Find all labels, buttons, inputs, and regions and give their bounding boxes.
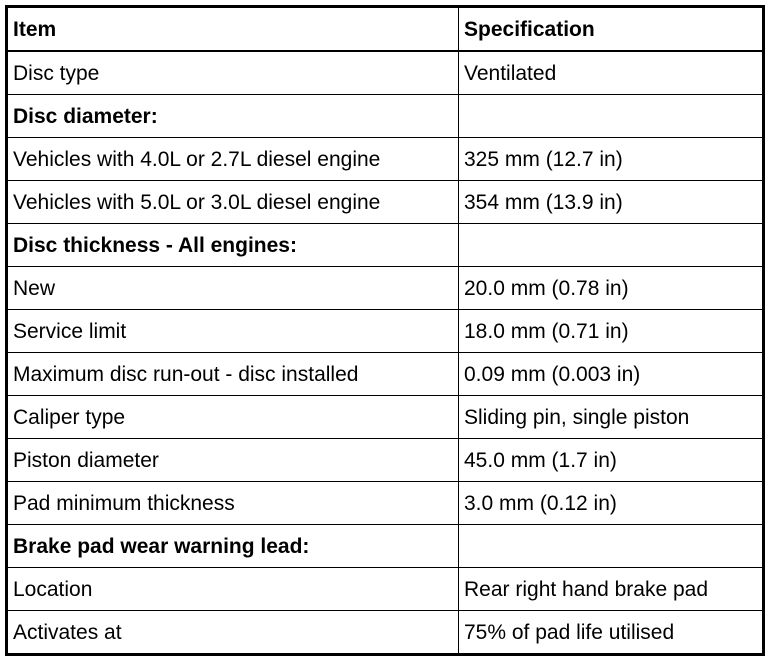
spec-cell: 75% of pad life utilised [459, 611, 764, 655]
table-row [7, 482, 764, 525]
item-cell: Pad minimum thickness [7, 482, 459, 525]
item-cell: Service limit [7, 310, 459, 353]
item-cell: Maximum disc run-out - disc installed [7, 353, 459, 396]
spec-cell: 354 mm (13.9 in) [459, 181, 764, 224]
item-cell: Activates at [7, 611, 459, 655]
item-cell: Caliper type [7, 396, 459, 439]
section-heading-cell: Disc thickness - All engines: [7, 224, 459, 267]
spec-cell: 325 mm (12.7 in) [459, 138, 764, 181]
spec-cell: Ventilated [459, 51, 764, 95]
column-header-specification: Specification [459, 7, 764, 52]
table-row [7, 568, 764, 611]
section-heading-cell: Disc diameter: [7, 95, 459, 138]
spec-cell: Rear right hand brake pad [459, 568, 764, 611]
table-row [7, 138, 764, 181]
table-row [7, 51, 764, 95]
spec-cell: 0.09 mm (0.003 in) [459, 353, 764, 396]
table-row [7, 439, 764, 482]
table-header-row [7, 7, 764, 52]
item-cell: Disc type [7, 51, 459, 95]
spec-cell: 3.0 mm (0.12 in) [459, 482, 764, 525]
item-cell: New [7, 267, 459, 310]
spec-cell: 45.0 mm (1.7 in) [459, 439, 764, 482]
table-row [7, 224, 764, 267]
spec-table [5, 5, 765, 656]
table-row [7, 267, 764, 310]
spec-cell: Sliding pin, single piston [459, 396, 764, 439]
section-heading-cell: Brake pad wear warning lead: [7, 525, 459, 568]
item-cell: Location [7, 568, 459, 611]
table-row [7, 95, 764, 138]
column-header-item: Item [7, 7, 459, 52]
table-row [7, 396, 764, 439]
item-cell: Vehicles with 5.0L or 3.0L diesel engine [7, 181, 459, 224]
spec-cell [459, 525, 764, 568]
spec-cell [459, 95, 764, 138]
table-row [7, 525, 764, 568]
item-cell: Vehicles with 4.0L or 2.7L diesel engine [7, 138, 459, 181]
spec-cell: 18.0 mm (0.71 in) [459, 310, 764, 353]
table-row [7, 353, 764, 396]
item-cell: Piston diameter [7, 439, 459, 482]
spec-cell [459, 224, 764, 267]
spec-cell: 20.0 mm (0.78 in) [459, 267, 764, 310]
table-row [7, 181, 764, 224]
table-row [7, 310, 764, 353]
